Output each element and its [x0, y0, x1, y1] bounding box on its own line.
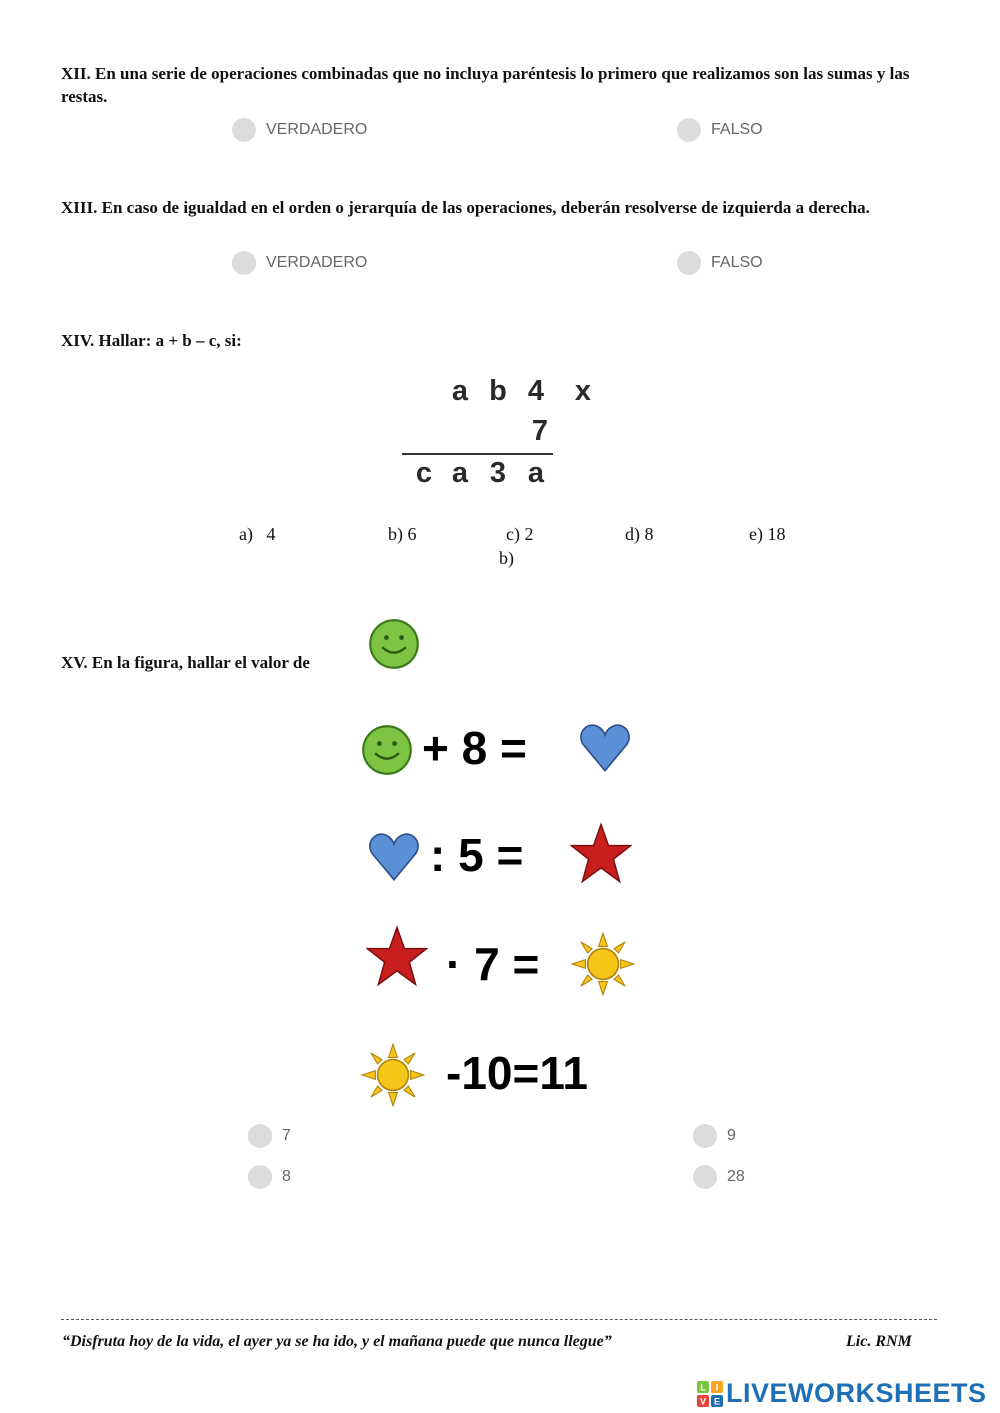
- radio-button[interactable]: [248, 1124, 272, 1148]
- footer-quote: “Disfruta hoy de la vida, el ayer ya se ha ido, y el mañana puede que nunca llegue”: [62, 1333, 612, 1350]
- answer-b: b) 6: [388, 524, 417, 544]
- sun-icon: [360, 1042, 426, 1108]
- option-label: FALSO: [711, 254, 763, 271]
- radio-button[interactable]: [248, 1165, 272, 1189]
- option-label: 28: [727, 1168, 745, 1185]
- heart-icon: [578, 721, 632, 775]
- option-label: 8: [282, 1168, 291, 1185]
- answer-c: c) 2: [506, 524, 534, 544]
- mult-digit: 4: [527, 375, 545, 407]
- mult-digit: a: [451, 375, 469, 407]
- radio-button[interactable]: [693, 1124, 717, 1148]
- mult-operator: x: [574, 375, 592, 407]
- footer-author: Lic. RNM: [846, 1333, 912, 1350]
- option-label: FALSO: [711, 121, 763, 138]
- equation-expression: + 8 =: [422, 722, 527, 774]
- equation-expression: : 5 =: [430, 829, 524, 881]
- answer-d: d) 8: [625, 524, 654, 544]
- mult-divider-line: [402, 453, 553, 455]
- brand-name: LIVEWORKSHEETS: [726, 1378, 987, 1408]
- mult-result-digit: a: [527, 457, 545, 489]
- sun-icon: [570, 931, 636, 997]
- q15-option-28[interactable]: [693, 1165, 745, 1189]
- option-label: VERDADERO: [266, 254, 368, 271]
- liveworksheets-logo-icon: [697, 1381, 723, 1407]
- equation-row-2: [360, 822, 650, 892]
- question-14-text: XIV. Hallar: a + b – c, si:: [61, 331, 242, 350]
- equation-row-4: [360, 1040, 650, 1110]
- answer-extra-label: b): [499, 548, 514, 568]
- q12-option-falso[interactable]: [677, 118, 763, 142]
- q15-option-7[interactable]: [248, 1124, 291, 1148]
- option-label: VERDADERO: [266, 121, 368, 138]
- svg-text:V: V: [699, 1396, 707, 1406]
- multiplication-problem: [400, 373, 600, 493]
- mult-result-digit: c: [415, 457, 433, 489]
- liveworksheets-logo[interactable]: [697, 1378, 987, 1409]
- radio-button[interactable]: [232, 251, 256, 275]
- q13-option-falso[interactable]: [677, 251, 763, 275]
- answer-e: e) 18: [749, 524, 786, 544]
- radio-button[interactable]: [232, 118, 256, 142]
- question-15-text: XV. En la figura, hallar el valor de: [61, 653, 310, 672]
- mult-result-digit: a: [451, 457, 469, 489]
- equation-expression: -10=11: [446, 1047, 588, 1099]
- question-13-text: XIII. En caso de igualdad en el orden o jerarquía de las operaciones, deberán resolverse de izquierda a derecha.: [61, 198, 870, 217]
- radio-button[interactable]: [693, 1165, 717, 1189]
- radio-button[interactable]: [677, 118, 701, 142]
- equation-expression: · 7 =: [446, 938, 540, 990]
- question-12-text: XII. En una serie de operaciones combinadas que no incluya paréntesis lo primero que realizamos son las sumas y las restas.: [61, 64, 910, 106]
- equation-row-1: [360, 715, 650, 785]
- mult-digit: b: [489, 375, 507, 407]
- radio-button[interactable]: [677, 251, 701, 275]
- equation-row-3: [360, 925, 650, 995]
- smiley-icon: [367, 617, 421, 671]
- q12-option-verdadero[interactable]: [232, 118, 367, 142]
- star-icon: [570, 822, 632, 884]
- q13-option-verdadero[interactable]: [232, 251, 367, 275]
- smiley-icon: [360, 723, 414, 777]
- svg-text:L: L: [700, 1382, 706, 1392]
- q15-option-8[interactable]: [248, 1165, 291, 1189]
- heart-icon: [367, 830, 421, 884]
- answer-a: a) 4: [239, 524, 276, 544]
- footer-divider: [61, 1319, 937, 1320]
- svg-text:I: I: [715, 1382, 719, 1392]
- option-label: 7: [282, 1127, 291, 1144]
- star-icon: [366, 925, 428, 987]
- mult-result-digit: 3: [489, 457, 507, 489]
- q15-option-9[interactable]: [693, 1124, 736, 1148]
- mult-multiplier: 7: [531, 415, 549, 447]
- svg-text:E: E: [713, 1396, 721, 1406]
- option-label: 9: [727, 1127, 736, 1144]
